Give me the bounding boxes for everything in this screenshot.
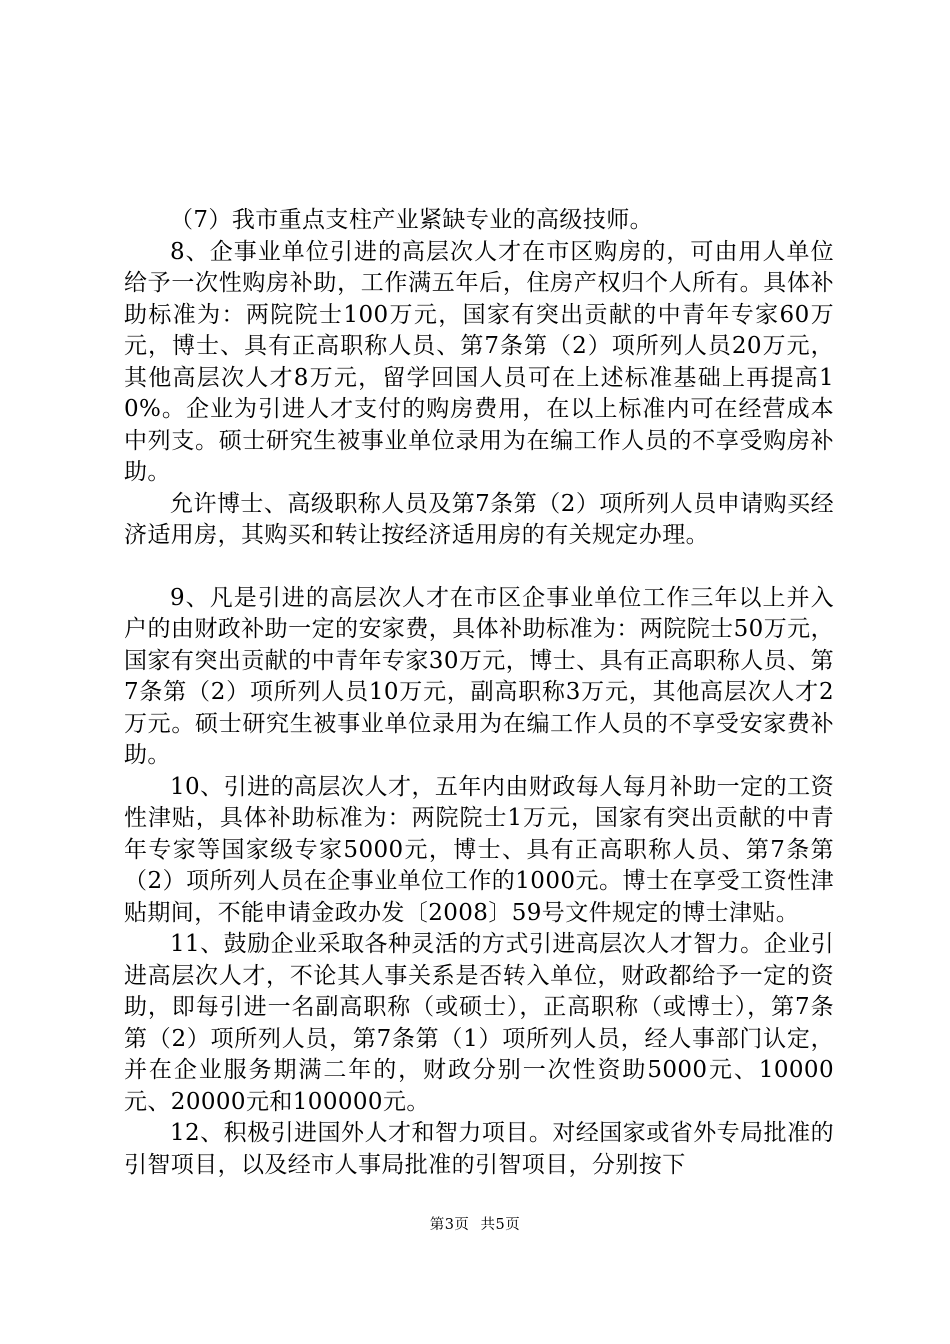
paragraph-foreign-talent: 12、积极引进国外人才和智力项目。对经国家或省外专局批准的引智项目，以及经市人事局批准的引智项目，分别按下 xyxy=(124,1120,834,1178)
paragraph-item-7: （7）我市重点支柱产业紧缺专业的高级技师。 xyxy=(170,207,654,233)
paragraph-wage-allowance: 10、引进的高层次人才，五年内由财政每人每月补助一定的工资性津贴，具体补助标准为：两院院士1万元，国家有突出贡献的中青年专家等国家级专家5000元，博士、具有正高职称人员、第7条第（2）项所列人员在企事业单位工作的1000元。博士在享受工资性津贴期间，不能申请金政办发〔2008〕59号文件规定的博士津贴。 xyxy=(124,773,834,926)
paragraph-flexible-recruitment: 11、鼓励企业采取各种灵活的方式引进高层次人才智力。企业引进高层次人才，不论其人事关系是否转入单位，财政都给予一定的资助，即每引进一名副高职称（或硕士），正高职称（或博士），第7条第（2）项所列人员，第7条第（1）项所列人员，经人事部门认定，并在企业服务期满二年的，财政分别一次性资助5000元、10000元、20000元和100000元。 xyxy=(124,931,834,1115)
page-footer xyxy=(0,1213,950,1234)
paragraph-settlement-allowance: 9、凡是引进的高层次人才在市区企事业单位工作三年以上并入户的由财政补助一定的安家费，具体补助标准为：两院院士50万元，国家有突出贡献的中青年专家30万元，博士、具有正高职称人员、第7条第（2）项所列人员10万元，副高职称3万元，其他高层次人才2万元。硕士研究生被事业单位录用为在编工作人员的不享受安家费补助。 xyxy=(124,584,834,768)
page-total: 共5页 xyxy=(480,1217,521,1233)
document-body xyxy=(124,205,834,1181)
paragraph-housing-subsidy: 8、企事业单位引进的高层次人才在市区购房的，可由用人单位给予一次性购房补助，工作满五年后，住房产权归个人所有。具体补助标准为：两院院士100万元，国家有突出贡献的中青年专家60万元，博士、具有正高职称人员、第7条第（2）项所列人员20万元，其他高层次人才8万元，留学回国人员可在上述标准基础上再提高10%。企业为引进人才支付的购房费用，在以上标准内可在经营成本中列支。硕士研究生被事业单位录用为在编工作人员的不享受购房补助。 xyxy=(124,238,834,485)
paragraph-affordable-housing: 允许博士、高级职称人员及第7条第（2）项所列人员申请购买经济适用房，其购买和转让按经济适用房的有关规定办理。 xyxy=(124,490,834,548)
page-number: 第3页 xyxy=(429,1217,470,1233)
